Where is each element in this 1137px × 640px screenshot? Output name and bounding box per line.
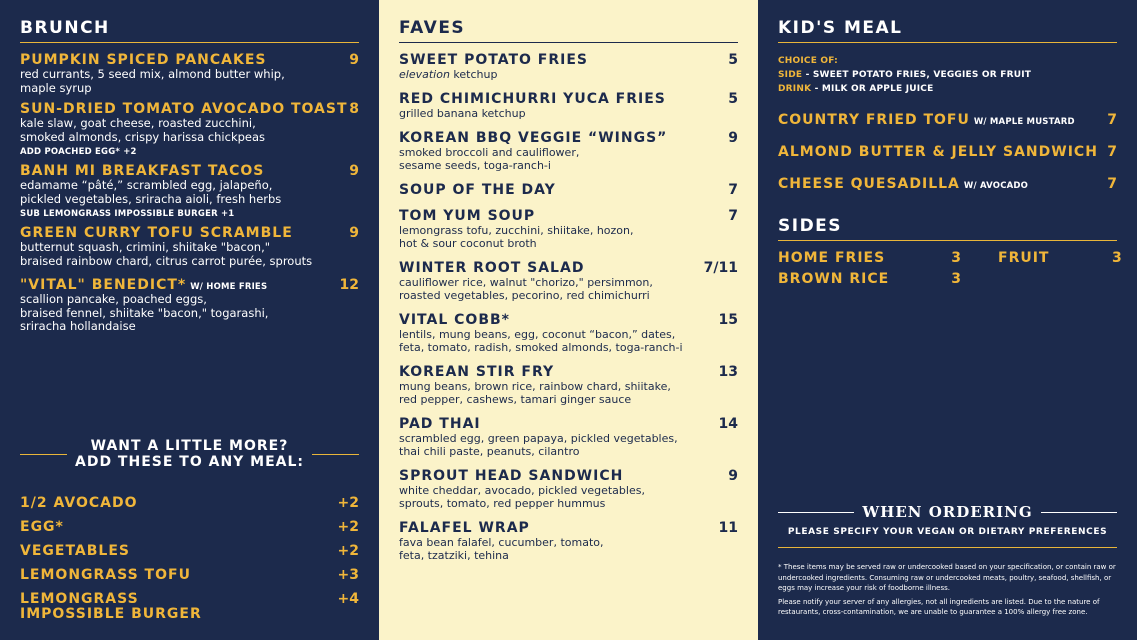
add-on-item: [20, 495, 359, 511]
add-on-price: +2: [337, 495, 359, 511]
add-on-name: EGG*: [20, 519, 64, 535]
side-price: 3: [951, 271, 962, 287]
divider: [20, 454, 67, 455]
kids-item: [778, 173, 1117, 192]
item-name: KOREAN BBQ VEGGIE “WINGS”: [399, 130, 668, 146]
item-description: white cheddar, avocado, pickled vegetables, sprouts, tomato, red pepper hummus: [399, 484, 645, 510]
disclaimer: [778, 562, 1117, 618]
item-name: PUMPKIN SPICED PANCAKES: [20, 52, 267, 68]
item-name: SWEET POTATO FRIES: [399, 52, 588, 68]
item-description: [399, 68, 738, 81]
sides-title: SIDES: [778, 216, 1117, 241]
sides-list: [778, 250, 1123, 287]
item-description: fava bean falafel, cucumber, tomato, feta, tzatziki, tehina: [399, 536, 604, 562]
drink-label: DRINK: [778, 84, 812, 94]
drink-options: - MILK OR APPLE JUICE: [811, 84, 934, 94]
item-price: 7: [728, 208, 738, 224]
brunch-item: [20, 225, 359, 268]
item-price: 7: [1107, 112, 1117, 128]
faves-item: [399, 52, 738, 81]
item-suffix: W/ AVOCADO: [963, 181, 1029, 191]
item-price: 13: [718, 364, 738, 380]
item-price: 12: [339, 277, 359, 293]
ordering-title: WHEN ORDERING: [862, 503, 1033, 521]
item-name: PAD THAI: [399, 416, 481, 432]
add-ons-title: WANT A LITTLE MORE? ADD THESE TO ANY MEAL:: [74, 438, 305, 470]
item-price: 7: [1107, 144, 1117, 160]
item-name: SOUP OF THE DAY: [399, 182, 556, 198]
faves-item: [399, 520, 738, 562]
item-name: KOREAN STIR FRY: [399, 364, 555, 380]
add-on-price: +3: [337, 567, 359, 583]
item-description: grilled banana ketchup: [399, 107, 526, 120]
item-name: WINTER ROOT SALAD: [399, 260, 585, 276]
kids-item: [778, 109, 1117, 128]
item-price: 9: [728, 130, 738, 146]
add-ons-list: [20, 495, 359, 622]
add-ons-section: [20, 438, 359, 630]
brunch-item: [20, 274, 359, 334]
item-name: COUNTRY FRIED TOFU: [778, 112, 970, 128]
kids-column: [758, 0, 1137, 640]
side-name: BROWN RICE: [778, 271, 890, 287]
item-price: 14: [718, 416, 738, 432]
item-name: CHEESE QUESADILLA: [778, 176, 960, 192]
item-price: 5: [728, 52, 738, 68]
ordering-section: [778, 503, 1117, 621]
divider: [778, 512, 854, 513]
faves-item: [399, 91, 738, 120]
add-on-name: LEMONGRASS TOFU: [20, 567, 191, 583]
item-price: 9: [728, 468, 738, 484]
side-label: SIDE: [778, 70, 803, 80]
kids-list: [778, 109, 1117, 192]
item-description: red currants, 5 seed mix, almond butter whip, maple syrup: [20, 67, 285, 95]
faves-list: [399, 52, 738, 562]
brunch-list: [20, 52, 359, 334]
add-on-item: [20, 591, 359, 622]
ordering-subtitle: PLEASE SPECIFY YOUR VEGAN OR DIETARY PREFERENCES: [778, 527, 1117, 548]
choice-label: CHOICE OF:: [778, 56, 838, 66]
item-add-on-note: SUB LEMONGRASS IMPOSSIBLE BURGER +1: [20, 209, 235, 219]
faves-item: [399, 208, 738, 250]
item-price: 15: [718, 312, 738, 328]
brunch-column: [0, 0, 379, 640]
item-name: ALMOND BUTTER & JELLY SANDWICH: [778, 144, 1098, 160]
side-options: - SWEET POTATO FRIES, VEGGIES OR FRUIT: [802, 70, 1032, 80]
side-name: HOME FRIES: [778, 250, 886, 266]
item-description: butternut squash, crimini, shiitake "bacon," braised rainbow chard, citrus carrot purée, sprouts: [20, 240, 313, 268]
item-price: 8: [349, 101, 359, 117]
disclaimer-raw-food: * These items may be served raw or undercooked based on your specification, or contain raw or undercooked ingredients. Consuming raw or undercooked meats, poultry, seafood, shellfish, or eggs may increase your risk of foodborne illness.: [778, 563, 1116, 592]
item-description: scrambled egg, green papaya, pickled vegetables, thai chili paste, peanuts, cilantro: [399, 432, 678, 458]
add-on-name: VEGETABLES: [20, 543, 130, 559]
item-add-on-note: ADD POACHED EGG* +2: [20, 147, 137, 157]
item-description: cauliflower rice, walnut "chorizo," persimmon, roasted vegetables, pecorino, red chimichurri: [399, 276, 653, 302]
brunch-item: [20, 163, 359, 219]
item-name: "VITAL" BENEDICT*: [20, 277, 187, 293]
brunch-item: [20, 52, 359, 95]
item-suffix: W/ HOME FRIES: [190, 282, 268, 292]
item-description: smoked broccoli and cauliflower, sesame seeds, toga-ranch-i: [399, 146, 580, 172]
item-name: SPROUT HEAD SANDWICH: [399, 468, 624, 484]
kids-item: [778, 141, 1117, 160]
item-name: VITAL COBB*: [399, 312, 510, 328]
item-price: 9: [349, 52, 359, 68]
add-on-price: +2: [337, 519, 359, 535]
item-price: 7: [1107, 176, 1117, 192]
item-description: edamame “pâté,” scrambled egg, jalapeño, pickled vegetables, sriracha aioli, fresh herbs: [20, 178, 282, 206]
kids-meal-title: KID'S MEAL: [778, 18, 1117, 43]
kids-choice-block: [778, 54, 1117, 96]
item-description: mung beans, brown rice, rainbow chard, shiitake, red pepper, cashews, tamari ginger sauce: [399, 380, 671, 406]
add-on-name: 1/2 AVOCADO: [20, 495, 138, 511]
side-name: FRUIT: [998, 250, 1050, 266]
faves-item: [399, 416, 738, 458]
add-on-price: +4: [337, 591, 359, 607]
faves-title: FAVES: [399, 18, 738, 43]
add-on-item: [20, 567, 359, 583]
divider: [1041, 512, 1117, 513]
faves-item: [399, 468, 738, 510]
item-price: 9: [349, 163, 359, 179]
item-name: GREEN CURRY TOFU SCRAMBLE: [20, 225, 293, 241]
faves-item: [399, 182, 738, 198]
item-price: 7: [728, 182, 738, 198]
faves-item: [399, 364, 738, 406]
item-name: BANH MI BREAKFAST TACOS: [20, 163, 265, 179]
brunch-title: BRUNCH: [20, 18, 359, 43]
faves-item: [399, 130, 738, 172]
item-price: 7/11: [703, 260, 738, 276]
item-name: FALAFEL WRAP: [399, 520, 530, 536]
divider: [312, 454, 359, 455]
brand-name: elevation: [399, 68, 450, 81]
add-on-item: [20, 519, 359, 535]
faves-column: [379, 0, 758, 640]
item-description: lemongrass tofu, zucchini, shiitake, hozon, hot & sour coconut broth: [399, 224, 634, 250]
side-price: 3: [951, 250, 962, 266]
item-suffix: W/ MAPLE MUSTARD: [973, 117, 1075, 127]
item-description: kale slaw, goat cheese, roasted zucchini, smoked almonds, crispy harissa chickpeas: [20, 116, 266, 144]
item-price: 9: [349, 225, 359, 241]
faves-item: [399, 312, 738, 354]
item-name: SUN-DRIED TOMATO AVOCADO TOAST: [20, 101, 348, 117]
brunch-item: [20, 101, 359, 157]
item-description: lentils, mung beans, egg, coconut “bacon,” dates, feta, tomato, radish, smoked almonds, toga-ranch-i: [399, 328, 683, 354]
add-on-item: [20, 543, 359, 559]
item-description: scallion pancake, poached eggs, braised fennel, shiitake "bacon," togarashi, sriracha hollandaise: [20, 292, 269, 333]
add-on-name: LEMONGRASS IMPOSSIBLE BURGER: [20, 591, 202, 622]
faves-item: [399, 260, 738, 302]
add-on-price: +2: [337, 543, 359, 559]
disclaimer-allergy: Please notify your server of any allergies, not all ingredients are listed. Due to the nature of restaurants, cross-contamination, we are unable to guarantee a 100% allergy free zone.: [778, 597, 1100, 616]
item-name: TOM YUM SOUP: [399, 208, 536, 224]
side-price: 3: [1112, 250, 1123, 266]
item-name: RED CHIMICHURRI YUCA FRIES: [399, 91, 666, 107]
item-price: 5: [728, 91, 738, 107]
item-price: 11: [718, 520, 738, 536]
item-description-text: ketchup: [449, 68, 498, 81]
